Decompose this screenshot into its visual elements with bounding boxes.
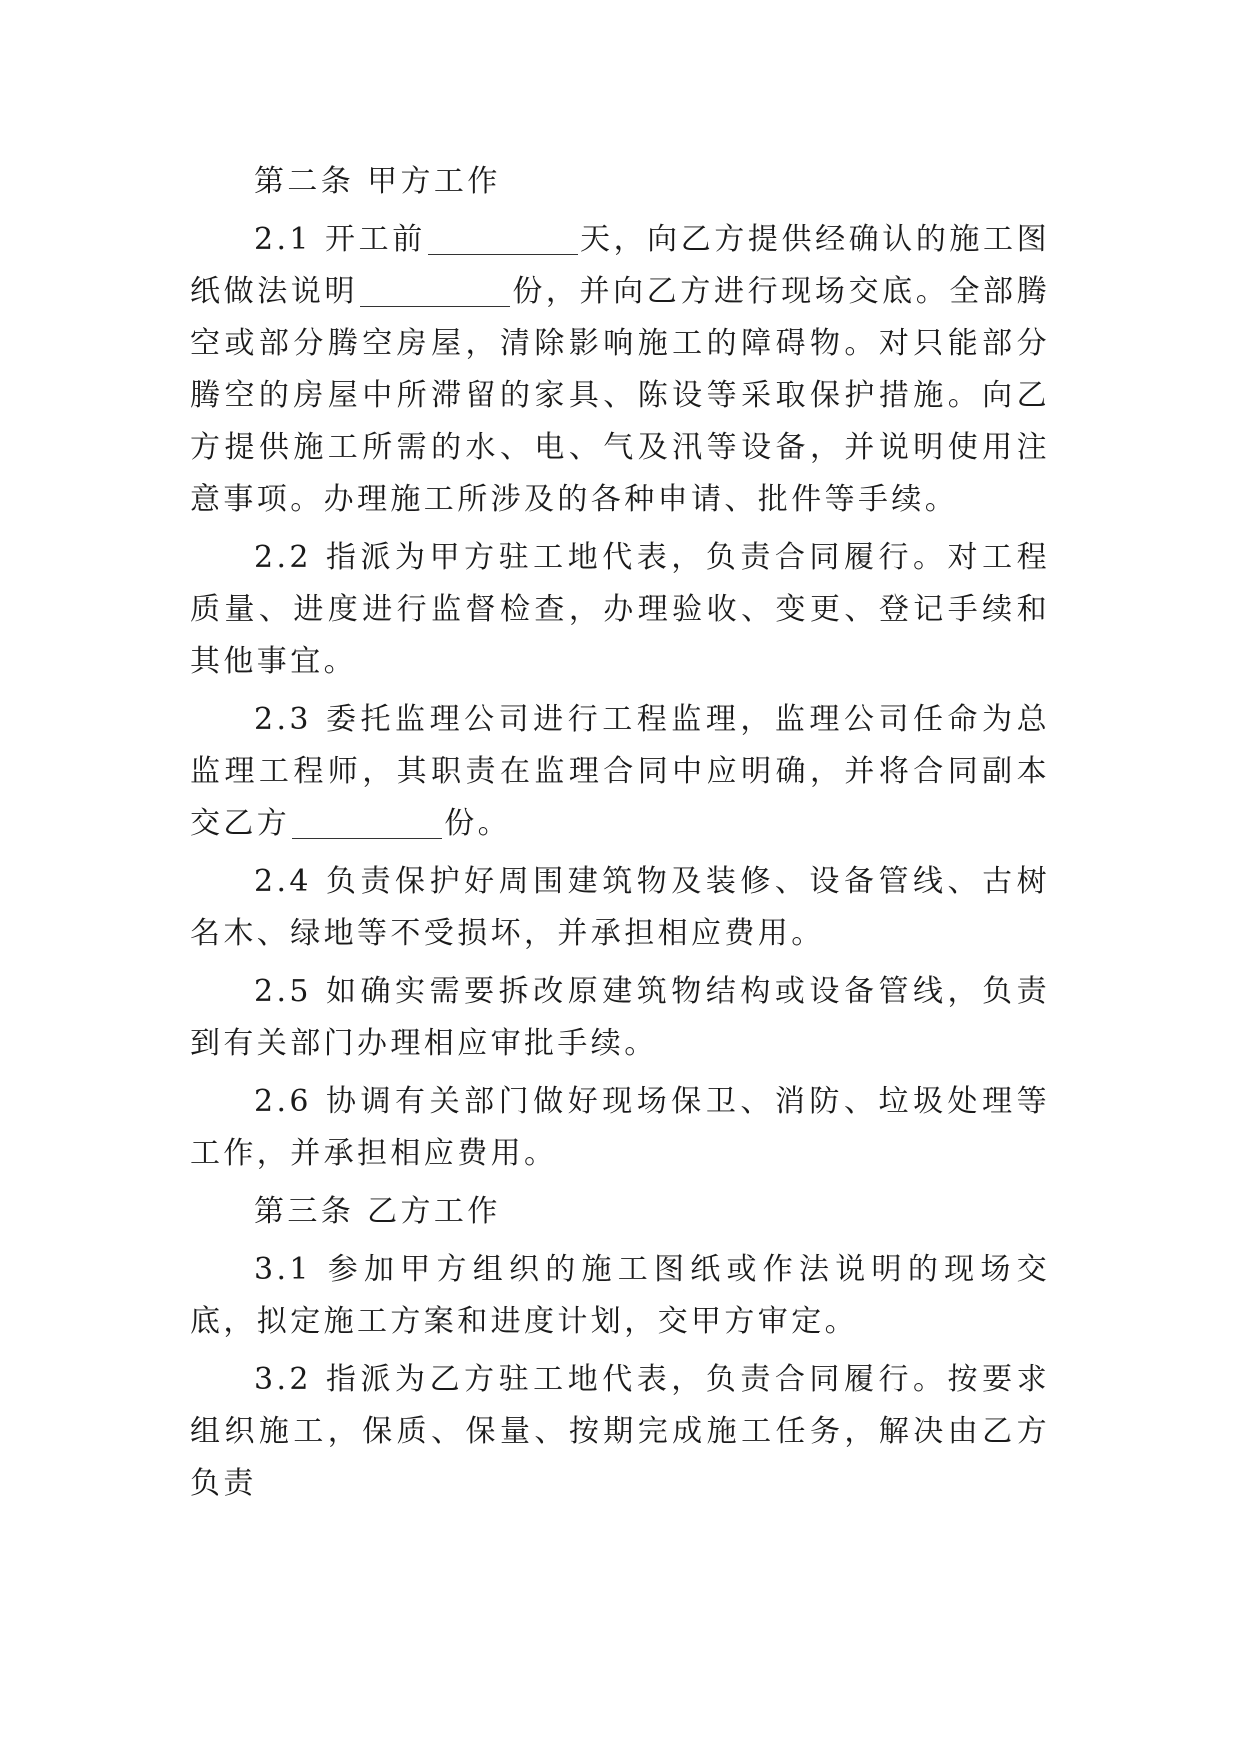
- section-heading-party-a: 第二条 甲方工作: [254, 164, 501, 199]
- clause-2-3-text-a: 2.3 委托监理公司进行工程监理，监理公司任命为总监理工程师，其职责在监理合同中应明确，并将合同副本交乙方: [190, 702, 1050, 841]
- clause-2-1: [190, 214, 1050, 526]
- section-heading-party-b: 第三条 乙方工作: [254, 1194, 501, 1229]
- clause-2-4: 2.4 负责保护好周围建筑物及装修、设备管线、古树名木、绿地等不受损坏，并承担相应费用。: [190, 864, 1050, 951]
- document-body: [190, 156, 1050, 1516]
- clause-2-5: 2.5 如确实需要拆改原建筑物结构或设备管线，负责到有关部门办理相应审批手续。: [190, 974, 1050, 1061]
- blank-contract-copies-field[interactable]: [292, 808, 442, 839]
- clause-2-3: [190, 694, 1050, 850]
- clause-2-1-text-a: 2.1 开工前: [254, 222, 426, 257]
- clause-2-2: 2.2 指派为甲方驻工地代表，负责合同履行。对工程质量、进度进行监督检查，办理验收、变更、登记手续和其他事宜。: [190, 540, 1050, 679]
- clause-2-1-text-b: 天，向乙方提供经确认的施工图纸做法说明: [190, 222, 1050, 309]
- clause-2-6: 2.6 协调有关部门做好现场保卫、消防、垃圾处理等工作，并承担相应费用。: [190, 1084, 1050, 1171]
- blank-days-field[interactable]: [428, 224, 578, 255]
- blank-copies-field[interactable]: [360, 276, 510, 307]
- clause-2-3-text-b: 份。: [444, 806, 512, 841]
- clause-2-1-text-c: 份，并向乙方进行现场交底。全部腾空或部分腾空房屋，清除影响施工的障碍物。对只能部分腾空的房屋中所滞留的家具、陈设等采取保护措施。向乙方提供施工所需的水、电、气及汛等设备，并说明使用注意事项。办理施工所涉及的各种申请、批件等手续。: [190, 274, 1050, 517]
- clause-3-1: 3.1 参加甲方组织的施工图纸或作法说明的现场交底，拟定施工方案和进度计划，交甲方审定。: [190, 1252, 1050, 1339]
- clause-3-2: 3.2 指派为乙方驻工地代表，负责合同履行。按要求组织施工，保质、保量、按期完成施工任务，解决由乙方负责: [190, 1362, 1050, 1501]
